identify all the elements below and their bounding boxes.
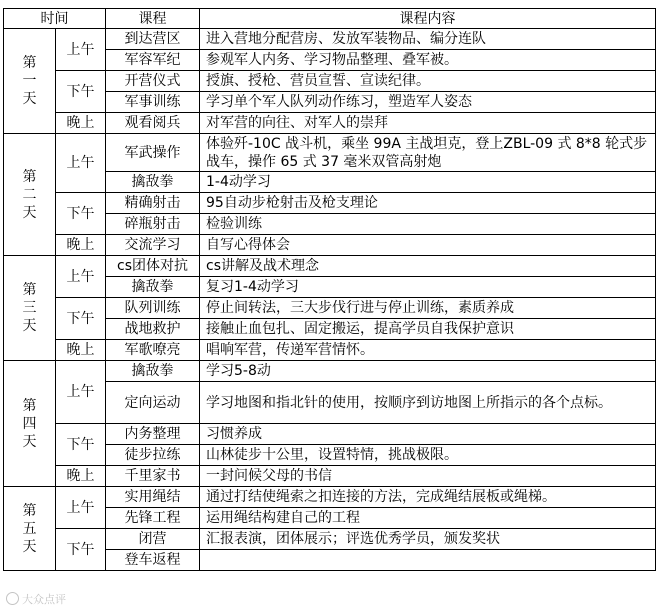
day-label: 第二天 [22,168,37,221]
content-cell: 学习地图和指北针的使用，按顺序到访地图上所指示的各个点标。 [200,382,656,424]
period-cell: 下午 [56,424,106,466]
course-cell: 实用绳结 [106,487,200,508]
course-cell: 千里家书 [106,466,200,487]
period-cell: 上午 [56,29,106,71]
content-cell: 学习5-8动 [200,361,656,382]
content-cell: 95自动步枪射击及枪支理论 [200,193,656,214]
course-cell: 精确射击 [106,193,200,214]
content-cell: 体验歼-10C 战斗机，乘坐 99A 主战坦克，登上ZBL-09 式 8*8 轮式步战车，操作 65 式 37 毫米双管高射炮 [200,134,656,172]
table-row [4,298,656,319]
day-label: 第一天 [22,55,37,107]
content-cell: 学习单个军人队列动作练习，塑造军人姿态 [200,92,656,113]
table-row [4,487,656,508]
table-row [4,71,656,92]
period-cell: 晚上 [56,113,106,134]
day-cell [4,29,56,134]
header-content: 课程内容 [200,9,656,29]
table-row [4,134,656,172]
course-cell: 登车返程 [106,550,200,571]
content-cell: 山林徒步十公里，设置特情，挑战极限。 [200,445,656,466]
content-cell: 授旗、授枪、营员宣誓、宣读纪律。 [200,71,656,92]
header-row [4,9,656,29]
table-row [4,466,656,487]
course-cell: 徒步拉练 [106,445,200,466]
table-row [4,193,656,214]
course-cell: 队列训练 [106,298,200,319]
day-cell [4,361,56,487]
content-cell: 接触止血包扎、固定搬运，提高学员自我保护意识 [200,319,656,340]
header-course: 课程 [106,9,200,29]
period-cell: 晚上 [56,466,106,487]
table-row [4,361,656,382]
course-cell: cs团体对抗 [106,256,200,277]
period-cell: 下午 [56,193,106,235]
period-cell: 上午 [56,134,106,193]
period-cell: 下午 [56,71,106,113]
course-cell: 军歌嘹亮 [106,340,200,361]
period-cell: 晚上 [56,340,106,361]
table-row [4,256,656,277]
content-cell: 1-4动学习 [200,172,656,193]
header-time: 时间 [4,9,106,29]
course-cell: 擒敌拳 [106,277,200,298]
content-cell: 复习1-4动学习 [200,277,656,298]
table-row [4,113,656,134]
period-cell: 下午 [56,529,106,571]
watermark [6,591,66,607]
watermark-logo-icon [6,592,19,605]
course-cell: 先锋工程 [106,508,200,529]
schedule-table [3,8,656,571]
period-cell: 上午 [56,361,106,424]
course-cell: 军武操作 [106,134,200,172]
content-cell [200,550,656,571]
content-cell: 自写心得体会 [200,235,656,256]
content-cell: 检验训练 [200,214,656,235]
course-cell: 内务整理 [106,424,200,445]
course-cell: 闭营 [106,529,200,550]
table-row [4,424,656,445]
content-cell: 进入营地分配营房、发放军装物品、编分连队 [200,29,656,50]
period-cell: 上午 [56,256,106,298]
course-cell: 开营仪式 [106,71,200,92]
table-row [4,529,656,550]
course-cell: 定向运动 [106,382,200,424]
course-cell: 军容军纪 [106,50,200,71]
content-cell: 汇报表演，团体展示；评选优秀学员，颁发奖状 [200,529,656,550]
table-row [4,340,656,361]
course-cell: 军事训练 [106,92,200,113]
content-cell: 运用绳结构建自己的工程 [200,508,656,529]
course-cell: 交流学习 [106,235,200,256]
day-cell [4,487,56,571]
course-cell: 到达营区 [106,29,200,50]
course-cell: 擒敌拳 [106,172,200,193]
table-row [4,29,656,50]
day-label: 第三天 [22,282,37,334]
content-cell: 对军营的向往、对军人的崇拜 [200,113,656,134]
course-cell: 战地救护 [106,319,200,340]
content-cell: 唱响军营，传递军营情怀。 [200,340,656,361]
content-cell: 一封问候父母的书信 [200,466,656,487]
day-cell [4,134,56,256]
course-cell: 观看阅兵 [106,113,200,134]
table-row [4,235,656,256]
content-cell: 停止间转法，三大步伐行进与停止训练，素质养成 [200,298,656,319]
day-label: 第五天 [22,502,37,555]
period-cell: 晚上 [56,235,106,256]
content-cell: 参观军人内务、学习物品整理、叠军被。 [200,50,656,71]
day-label: 第四天 [22,397,37,450]
period-cell: 上午 [56,487,106,529]
watermark-text: 大众点评 [22,593,66,606]
content-cell: 通过打结使绳索之扣连接的方法，完成绳结展板或绳梯。 [200,487,656,508]
period-cell: 下午 [56,298,106,340]
content-cell: 习惯养成 [200,424,656,445]
course-cell: 碎瓶射击 [106,214,200,235]
content-cell: cs讲解及战术理念 [200,256,656,277]
course-cell: 擒敌拳 [106,361,200,382]
day-cell [4,256,56,361]
